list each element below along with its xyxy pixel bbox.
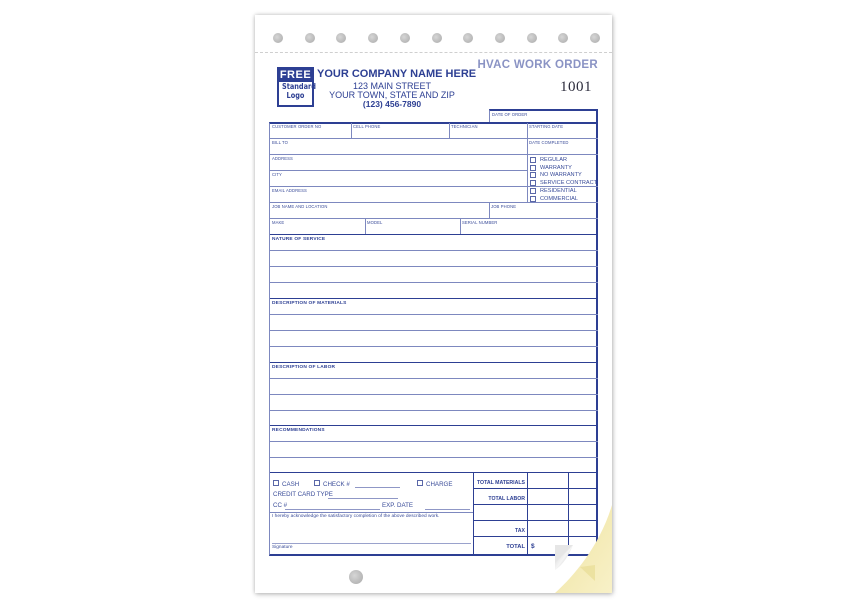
date-completed-field[interactable]: [527, 139, 597, 154]
tax-label: TAX: [515, 528, 525, 534]
total-materials-label: TOTAL MATERIALS: [476, 480, 525, 486]
checkbox-label: NO WARRANTY: [540, 172, 582, 179]
bill-to-label: BILL TO: [272, 140, 288, 145]
company-logo: [277, 67, 314, 107]
company-street: 123 MAIN STREET: [352, 81, 432, 91]
hole-icon: [400, 33, 410, 43]
credit-card-type-line[interactable]: [328, 498, 398, 499]
starting-date-label: STARTING DATE: [529, 124, 564, 129]
serial-number-field[interactable]: [460, 219, 597, 234]
checkbox-no-warranty[interactable]: [530, 172, 582, 178]
writing-line: [270, 410, 598, 411]
cell-phone-label: CELL PHONE: [353, 124, 381, 129]
checkbox-label: REGULAR: [540, 157, 568, 163]
writing-line: [270, 346, 598, 347]
hole-icon: [432, 33, 442, 43]
description-of-materials-heading: DESCRIPTION OF MATERIALS: [272, 301, 347, 306]
checkbox-regular[interactable]: [530, 157, 567, 163]
recommendations-section[interactable]: [270, 426, 597, 472]
writing-line: [270, 266, 598, 267]
make-field[interactable]: [270, 219, 365, 234]
job-phone-label: JOB PHONE: [491, 204, 517, 209]
checkbox-icon: [314, 480, 320, 486]
hole-icon: [527, 33, 537, 43]
checkbox-label: WARRANTY: [540, 164, 572, 171]
recommendations-heading: RECOMMENDATIONS: [272, 428, 325, 433]
writing-line: [270, 282, 598, 283]
hole-icon: [463, 33, 473, 43]
acknowledgement-text: I hereby acknowledge the satisfactory completion of the above described work.: [272, 514, 440, 519]
bill-to-field[interactable]: [270, 139, 527, 154]
date-of-order-field[interactable]: [489, 109, 598, 123]
hole-icon: [558, 33, 568, 43]
technician-label: TECHNICIAN: [451, 124, 478, 129]
writing-line: [270, 250, 598, 251]
form-number: 1001: [560, 79, 592, 95]
signature-line[interactable]: [272, 543, 471, 544]
job-name-location-field[interactable]: [270, 203, 489, 218]
model-label: MODEL: [367, 220, 383, 225]
divider: [527, 123, 528, 202]
cash-checkbox[interactable]: [273, 480, 299, 488]
job-phone-field[interactable]: [489, 203, 597, 218]
email-address-label: EMAIL ADDRESS: [272, 188, 307, 193]
signature-label: Signature: [272, 545, 293, 550]
writing-line: [270, 394, 598, 395]
total-currency-symbol: $: [531, 543, 535, 550]
hole-icon: [590, 33, 600, 43]
divider: [351, 123, 352, 138]
make-label: MAKE: [272, 220, 285, 225]
checkbox-icon: [530, 157, 536, 163]
checkbox-icon: [530, 188, 536, 194]
description-of-labor-heading: DESCRIPTION OF LABOR: [272, 365, 336, 370]
email-address-field[interactable]: [270, 187, 527, 202]
address-field[interactable]: [270, 155, 527, 170]
hole-icon: [305, 33, 315, 43]
exp-date-label: EXP. DATE: [382, 502, 414, 509]
hole-icon: [495, 33, 505, 43]
total-labor-field[interactable]: [528, 489, 598, 504]
checkbox-label: COMMERCIAL: [540, 195, 578, 202]
date-of-order-label: DATE OF ORDER: [492, 112, 528, 117]
perforation-line: [255, 52, 612, 53]
total-materials-field[interactable]: [528, 473, 598, 488]
nature-of-service-heading: NATURE OF SERVICE: [272, 237, 326, 242]
checkbox-commercial[interactable]: [530, 196, 578, 202]
logo-line1: Standard: [281, 82, 316, 91]
cc-number-label: CC #: [273, 502, 288, 509]
divider: [449, 123, 450, 138]
writing-line: [270, 314, 598, 315]
hole-icon: [336, 33, 346, 43]
logo-line2: Logo: [286, 91, 305, 100]
total-label: TOTAL: [506, 544, 525, 550]
cell-phone-field[interactable]: [351, 123, 449, 138]
check-label: CHECK #: [323, 481, 350, 488]
credit-card-type-label: CREDIT CARD TYPE: [273, 491, 333, 498]
company-phone: (123) 456-7890: [362, 99, 422, 109]
checkbox-icon: [530, 165, 536, 171]
writing-line: [270, 378, 598, 379]
charge-checkbox[interactable]: [417, 480, 452, 488]
exp-date-line[interactable]: [425, 509, 470, 510]
logo-standard-text: [281, 82, 316, 100]
city-field[interactable]: [270, 171, 527, 186]
company-name: YOUR COMPANY NAME HERE: [317, 68, 477, 80]
check-number-line[interactable]: [355, 487, 400, 488]
writing-line: [270, 330, 598, 331]
check-checkbox[interactable]: [314, 480, 350, 488]
hole-icon: [273, 33, 283, 43]
customer-order-no-field[interactable]: [270, 123, 351, 138]
checkbox-label: RESIDENTIAL: [540, 187, 577, 194]
city-label: CITY: [272, 172, 282, 177]
starting-date-field[interactable]: [527, 123, 597, 138]
checkbox-icon: [417, 480, 423, 486]
date-completed-label: DATE COMPLETED: [529, 140, 569, 145]
company-city: YOUR TOWN, STATE AND ZIP: [329, 90, 455, 100]
checkbox-icon: [530, 196, 536, 202]
checkbox-icon: [530, 172, 536, 178]
cash-label: CASH: [282, 481, 300, 488]
charge-label: CHARGE: [426, 481, 453, 488]
address-label: ADDRESS: [272, 156, 293, 161]
service-type-checkboxes: [530, 157, 598, 203]
logo-free-text: FREE: [279, 69, 312, 81]
model-field[interactable]: [365, 219, 460, 234]
technician-field[interactable]: [449, 123, 527, 138]
cc-number-line[interactable]: [285, 509, 380, 510]
writing-line: [270, 457, 598, 458]
form-title: HVAC WORK ORDER: [477, 59, 598, 71]
total-labor-label: TOTAL LABOR: [488, 496, 525, 502]
page-curl-carbon-copy: [555, 505, 615, 595]
serial-number-label: SERIAL NUMBER: [462, 220, 498, 225]
job-name-location-label: JOB NAME AND LOCATION: [272, 204, 328, 209]
divider: [270, 512, 473, 513]
hole-icon: [349, 570, 363, 584]
customer-order-no-label: CUSTOMER ORDER NO: [272, 124, 322, 129]
divider: [527, 186, 598, 187]
writing-line: [270, 441, 598, 442]
hole-icon: [368, 33, 378, 43]
checkbox-residential[interactable]: [530, 188, 577, 194]
checkbox-warranty[interactable]: [530, 165, 572, 171]
checkbox-icon: [273, 480, 279, 486]
checkbox-label: SERVICE CONTRACT: [540, 180, 598, 187]
